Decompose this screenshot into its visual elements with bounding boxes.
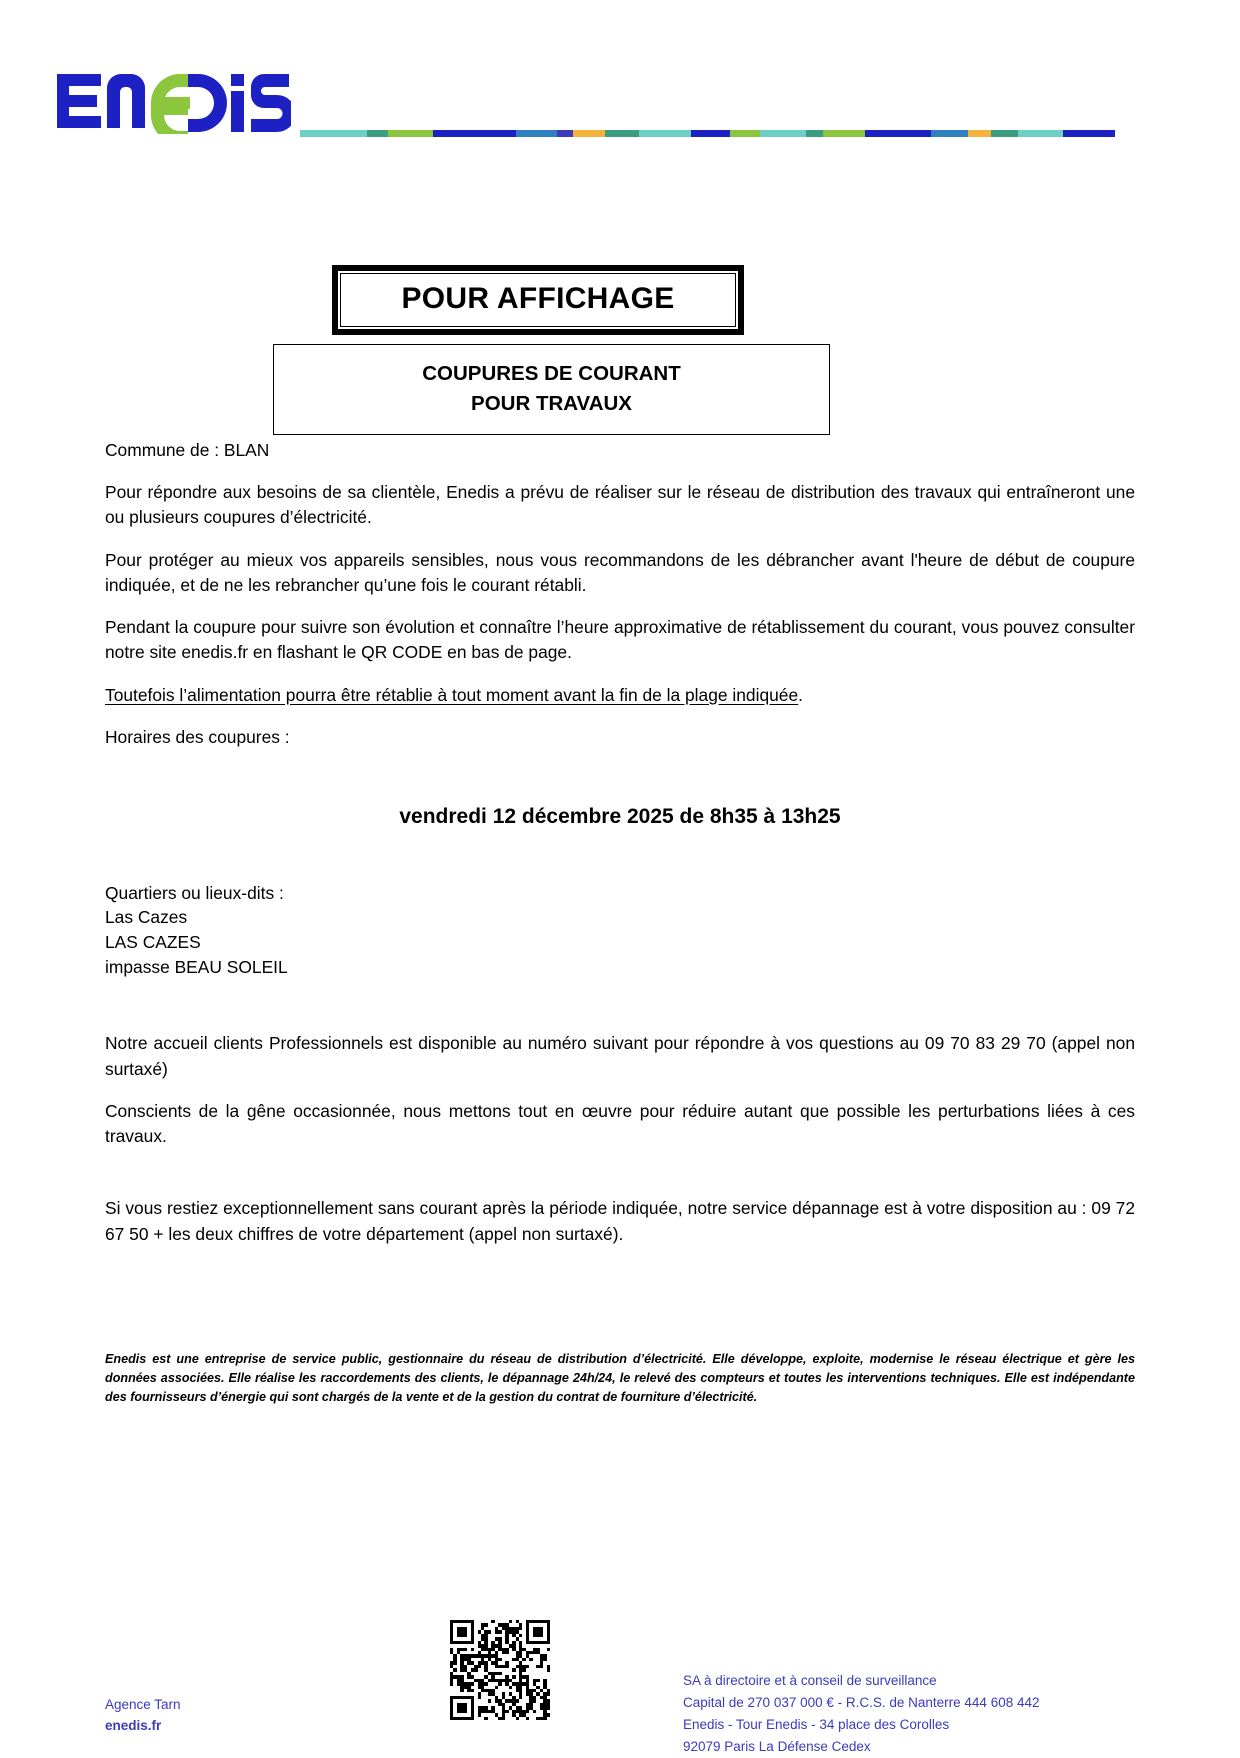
spacer: [105, 979, 1135, 1031]
rule-segment: [865, 130, 931, 137]
footer-website[interactable]: enedis.fr: [105, 1717, 162, 1733]
commune-line: Commune de : BLAN: [105, 440, 270, 460]
footer-company-block: [683, 1670, 1040, 1758]
paragraph-conscients: Conscients de la gêne occasionnée, nous mettons tout en œuvre pour réduire autant que possible les perturbations liées à ces travaux.: [105, 1100, 1135, 1147]
document-header: [0, 0, 1240, 175]
rule-segment: [1063, 130, 1115, 137]
footer-company-line-1: SA à directoire et à conseil de surveillance: [683, 1673, 937, 1688]
document-body: [105, 438, 1135, 1264]
footer-company-line-3: Enedis - Tour Enedis - 34 place des Corolles: [683, 1717, 950, 1732]
rule-segment: [931, 130, 968, 137]
quartiers-label: Quartiers ou lieux-dits :: [105, 882, 284, 903]
outage-date-line: vendredi 12 décembre 2025 de 8h35 à 13h25: [399, 805, 841, 829]
rule-segment: [557, 130, 573, 137]
enedis-logo: [55, 72, 291, 134]
rule-segment: [1018, 130, 1063, 137]
footer-agency-block: [105, 1695, 181, 1737]
rule-segment: [823, 130, 865, 137]
rule-segment: [760, 130, 806, 137]
rule-segment: [730, 130, 760, 137]
quartier-item-0: Las Cazes: [105, 907, 188, 928]
footer-company-line-2: Capital de 270 037 000 € - R.C.S. de Nanterre 444 608 442: [683, 1695, 1040, 1710]
coupures-title-line2: POUR TRAVAUX: [471, 391, 632, 415]
legal-notice: Enedis est une entreprise de service public, gestionnaire du réseau de distribution d’électricité. Elle développe, exploite, modernise le réseau électrique et gère les données associées. Elle réalise les raccordements des clients, le dépannage 24h/24, le relevé des compteurs et toutes les interventions techniques. Elle est indépendante des fournisseurs d’énergie qui sont chargés de la vente et de la gestion du contrat de fourniture d’électricité.: [105, 1352, 1135, 1404]
coupures-title-line1: COUPURES DE COURANT: [422, 362, 681, 385]
spacer-2: [105, 1166, 1135, 1196]
rule-segment: [573, 130, 604, 137]
footer-company-line-4: 92079 Paris La Défense Cedex: [683, 1739, 871, 1754]
paragraph-toutefois: [105, 683, 1135, 708]
rule-segment: [991, 130, 1018, 137]
quartier-item-1: LAS CAZES: [105, 931, 201, 952]
pour-affichage-box: [332, 265, 744, 335]
rule-segment: [367, 130, 388, 137]
rule-segment: [433, 130, 515, 137]
rule-segment: [300, 130, 367, 137]
rule-segment: [388, 130, 433, 137]
rule-segment: [605, 130, 639, 137]
paragraph-besoins: Pour répondre aux besoins de sa clientèle, Enedis a prévu de réaliser sur le réseau de distribution des travaux qui entraîneront une ou plusieurs coupures d’électricité.: [105, 482, 1135, 528]
pour-affichage-title: POUR AFFICHAGE: [340, 273, 736, 327]
quartiers-block: [105, 881, 1135, 980]
brand-color-rule: [300, 130, 1115, 137]
rule-segment: [516, 130, 557, 137]
footer-agency: Agence Tarn: [105, 1697, 181, 1712]
document-footer: [0, 1600, 1240, 1755]
horaires-label: Horaires des coupures :: [105, 726, 290, 747]
quartier-item-2: impasse BEAU SOLEIL: [105, 956, 288, 977]
coupures-title-box: [273, 344, 830, 435]
toutefois-period: .: [798, 684, 803, 705]
paragraph-pendant: Pendant la coupure pour suivre son évolution et connaître l’heure approximative de rétablissement du courant, vous pouvez consulter notre site enedis.fr en flashant le QR CODE en bas de page.: [105, 617, 1135, 663]
rule-segment: [639, 130, 691, 137]
paragraph-accueil: Notre accueil clients Professionnels est disponible au numéro suivant pour répondre à vos questions au 09 70 83 29 70 (appel non surtaxé): [105, 1033, 1135, 1079]
toutefois-underlined-text: Toutefois l’alimentation pourra être rétablie à tout moment avant la fin de la plage indiquée: [105, 684, 799, 705]
rule-segment: [691, 130, 730, 137]
qr-code[interactable]: [450, 1620, 550, 1720]
enedis-logo-icon: [55, 72, 291, 134]
rule-segment: [806, 130, 822, 137]
rule-segment: [968, 130, 990, 137]
paragraph-proteger: Pour protéger au mieux vos appareils sensibles, nous vous recommandons de les débrancher avant l'heure de début de coupure indiquée, et de ne les rebrancher qu’une fois le courant rétabli.: [105, 549, 1135, 595]
paragraph-depannage: Si vous restiez exceptionnellement sans courant après la période indiquée, notre service dépannage est à votre disposition au : 09 72 67 50 + les deux chiffres de votre département (appel non surtaxé).: [105, 1198, 1135, 1244]
